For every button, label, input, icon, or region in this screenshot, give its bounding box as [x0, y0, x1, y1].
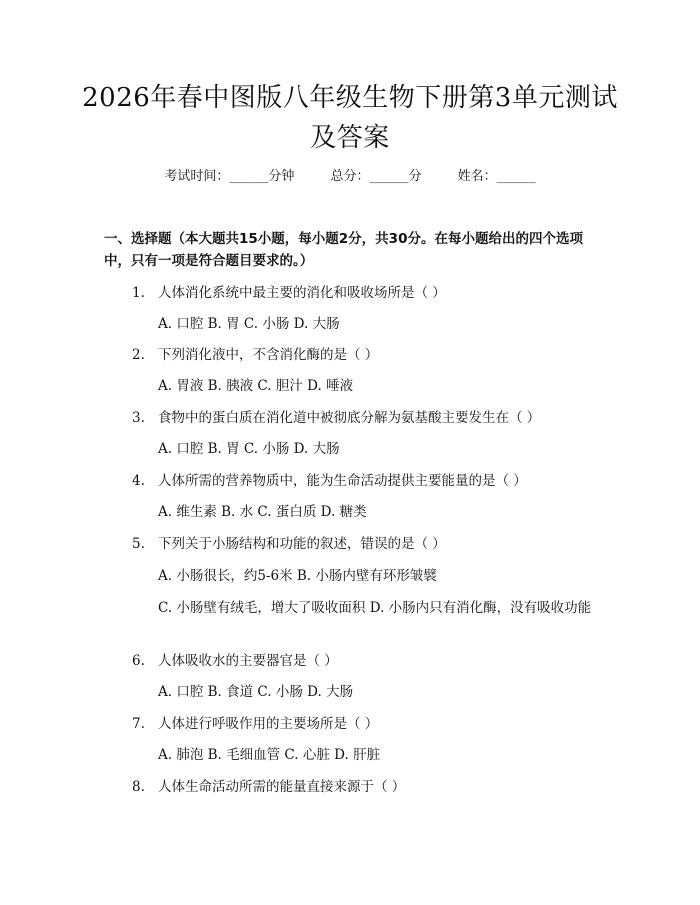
- question-stem: [104, 282, 596, 304]
- question-text: 下列消化液中，不含消化酶的是（ ）: [158, 347, 379, 363]
- exam-time-blank: ______: [229, 169, 269, 184]
- question-options: A. 口腔 B. 食道 C. 小肠 D. 大肠: [158, 684, 354, 700]
- exam-time-unit: 分钟: [268, 169, 295, 184]
- question-stem: [104, 344, 596, 366]
- question-text: 人体进行呼吸作用的主要场所是（ ）: [158, 716, 379, 732]
- question-options: A. 小肠很长，约5-6米 B. 小肠内壁有环形皱襞: [158, 568, 437, 584]
- question-number: 1.: [132, 285, 145, 301]
- document-title: 2026年春中图版八年级生物下册第3单元测试及答案: [82, 83, 618, 153]
- question-number: 3.: [132, 410, 145, 426]
- total-score: [330, 168, 421, 186]
- exam-time-label: 考试时间：: [164, 169, 230, 184]
- total-score-label: 总分：: [330, 169, 370, 184]
- question-number: 6.: [132, 653, 145, 669]
- section-heading: 一、选择题（本大题共15小题，每小题2分，共30分。在每小题给出的四个选项中，只有一项是符合题目要求的。）: [104, 231, 583, 269]
- question-text: 下列关于小肠结构和功能的叙述，错误的是（ ）: [158, 536, 446, 552]
- question-number: 2.: [132, 347, 145, 363]
- student-name: [458, 168, 536, 186]
- question-options: A. 维生素 B. 水 C. 蛋白质 D. 糖类: [158, 504, 367, 520]
- question-stem: [104, 470, 596, 492]
- student-name-blank: ______: [496, 169, 536, 184]
- total-score-blank: ______: [369, 169, 409, 184]
- question-number: 4.: [132, 473, 145, 489]
- question-options: A. 口腔 B. 胃 C. 小肠 D. 大肠: [158, 441, 340, 457]
- question-stem: [104, 776, 596, 798]
- question-number: 8.: [132, 779, 145, 795]
- question-text: 人体消化系统中最主要的消化和吸收场所是（ ）: [158, 285, 446, 301]
- question-number: 5.: [132, 536, 145, 552]
- total-score-unit: 分: [408, 169, 422, 184]
- question-stem: [104, 407, 596, 429]
- question-options: A. 肺泡 B. 毛细血管 C. 心脏 D. 肝脏: [158, 747, 381, 763]
- question-text: 人体吸收水的主要器官是（ ）: [158, 653, 338, 669]
- exam-meta-line: [0, 168, 700, 186]
- question-text: 人体所需的营养物质中，能为生命活动提供主要能量的是（ ）: [158, 473, 527, 489]
- question-number: 7.: [132, 716, 145, 732]
- exam-time: [164, 168, 294, 186]
- question-stem: [104, 713, 596, 735]
- question-options: A. 口腔 B. 胃 C. 小肠 D. 大肠: [158, 316, 340, 332]
- question-stem: [104, 533, 596, 555]
- question-options: A. 胃液 B. 胰液 C. 胆汁 D. 唾液: [158, 378, 354, 394]
- question-options-continued: C. 小肠壁有绒毛，增大了吸收面积 D. 小肠内只有消化酶，没有吸收功能: [158, 600, 592, 616]
- question-text: 食物中的蛋白质在消化道中被彻底分解为氨基酸主要发生在（ ）: [158, 410, 541, 426]
- student-name-label: 姓名：: [457, 169, 497, 184]
- question-stem: [104, 650, 596, 672]
- question-text: 人体生命活动所需的能量直接来源于（ ）: [158, 779, 406, 795]
